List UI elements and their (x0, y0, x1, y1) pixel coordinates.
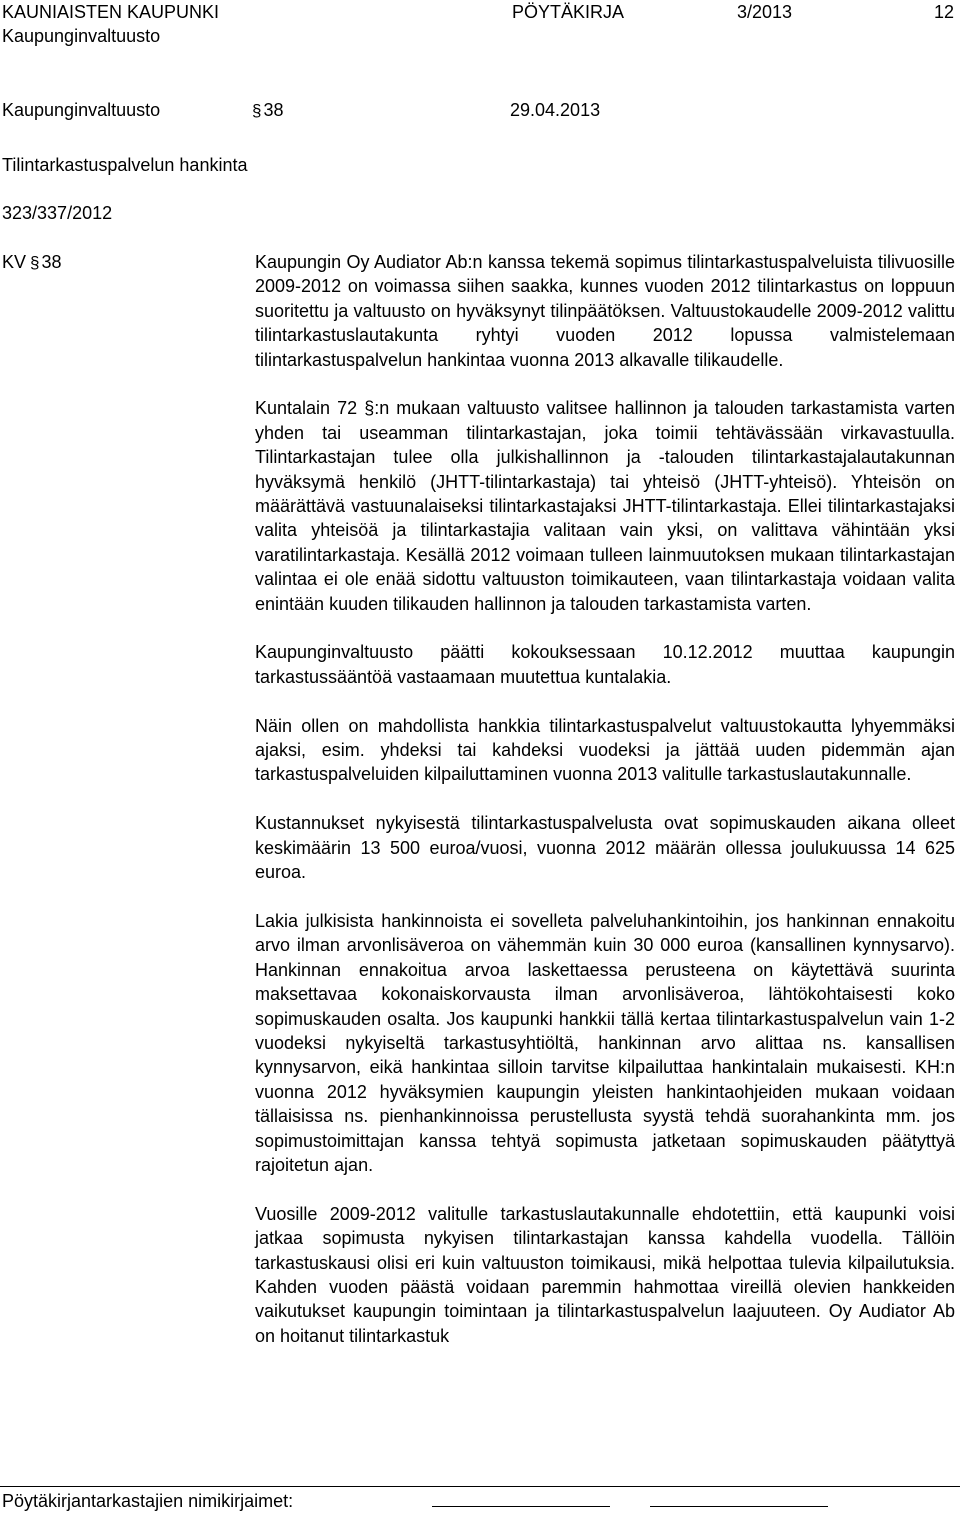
signature-line-2 (650, 1506, 828, 1507)
preparer-section-symbol: § (30, 253, 40, 272)
reference-number: 323/337/2012 (2, 203, 113, 223)
meeting-date: 29.04.2013 (510, 100, 601, 120)
preparer-label (2, 250, 62, 275)
body-name: Kaupunginvaltuusto (2, 26, 161, 46)
paragraph-1: Kaupungin Oy Audiator Ab:n kanssa tekemä sopimus tilintarkastuspalveluista tilivuosille 2009-2012 on voimassa siihen saakka, kunnes vuoden 2012 tilintarkastus on loppuun suoritettu ja valtuusto on hyväksynyt tilinpäätöksen. Valtuustokaudelle 2009-2012 valittu tilintarkastuslautakunta ryhtyi vuoden 2012 lopussa valmistelemaan tilintarkastuspalvelun hankintaa vuonna 2013 alkavalle tilikaudelle. (255, 252, 955, 370)
paragraph-3: Kaupunginvaltuusto päätti kokouksessaan 10.12.2012 muuttaa kaupungin tarkastussääntöä vastaamaan muutettua kuntalakia. (255, 642, 955, 687)
paragraph-5: Kustannukset nykyisestä tilintarkastuspalvelusta ovat sopimuskauden aikana olleet keskimäärin 13 500 euroa/vuosi, vuonna 2012 määrän ollessa joulukuussa 14 625 euroa. (255, 813, 955, 883)
organization-name: KAUNIAISTEN KAUPUNKI (2, 2, 220, 22)
paragraph-6: Lakia julkisista hankinnoista ei sovelleta palveluhankintoihin, jos hankinnan ennakoitu arvo ilman arvonlisäveroa on vähemmän kuin 30 000 euroa (kansallinen kynnysarvo). Hankinnan ennakoitua arvoa laskettaessa perusteena on käytettävä suurinta maksettavaa kokonaiskorvausta ilman arvonlisäveroa, lähtökohtaisesti koko sopimuskauden osalta. Jos kaupunki hankkii tällä kertaa tilintarkastuspalvelun vain 1-2 vuodeksi nykyiseltä tarkastusyhtiöltä, hankinnan arvo alittaa ns. kansallisen kynnysarvon, eikä hankintaa silloin tarvitse kilpailuttaa hankintalain mukaisesti. KH:n vuonna 2012 hyväksymien kaupungin yleisten hankintaohjeiden mukaan voidaan tällaisissa ns. pienhankinnoissa perustellusta syystä tehdä suorahankinta mm. jos sopimustoimittajan kanssa tehtyä sopimusta jatketaan sopimuskauden päätyttyä rajoitetun ajan. (255, 910, 955, 1175)
meeting-line (2, 98, 601, 122)
preparer-section: 38 (41, 252, 62, 272)
meeting-section: 38 (263, 100, 284, 120)
document-type: PÖYTÄKIRJA (512, 2, 625, 22)
document-number: 3/2013 (737, 2, 793, 22)
page-header (2, 0, 955, 24)
footer-divider (0, 1486, 960, 1487)
paragraph-4: Näin ollen on mahdollista hankkia tilintarkastuspalvelut valtuustokautta lyhyemmäksi ajaksi, esim. yhdeksi tai kahdeksi vuodeksi ja jättää uuden pidemmän ajan tarkastuspalveluiden kilpailuttaminen vuonna 2013 valitulle tarkastuslautakunnalle. (255, 715, 955, 785)
preparer: KV (2, 252, 27, 272)
paragraph-7: Vuosille 2009-2012 valitulle tarkastuslautakunnalle ehdotettiin, että kaupunki voisi jatkaa sopimusta nykyisen tilintarkastajan kanssa kahdella vuodella. Tällöin tarkastuskausi olisi eri kuin valtuuston toimikausi, mikä helpottaa tulevia kilpailutuksia. Kahden vuoden päästä voidaan paremmin hahmottaa vireillä olevien hankkeiden vaikutukset kaupungin toimintaan ja tilintarkastuspalvelun laajuuteen. Oy Audiator Ab on hoitanut tilintarkastuk (255, 1203, 955, 1346)
signatures-label: Pöytäkirjantarkastajien nimikirjaimet: (2, 1491, 294, 1511)
signature-line-1 (432, 1506, 610, 1507)
meeting-body: Kaupunginvaltuusto (2, 100, 161, 120)
item-title: Tilintarkastuspalvelun hankinta (2, 155, 248, 175)
section-symbol: § (252, 101, 262, 120)
meeting-section-mark (248, 98, 284, 123)
paragraph-2: Kuntalain 72 §:n mukaan valtuusto valitsee hallinnon ja talouden tarkastamista varten yhden tai useamman tilintarkastajan, joka toimii tehtävässään virkavastuulla. Tilintarkastajan tulee olla julkishallinnon ja -talouden tilintarkastajalautakunnan hyväksymä henkilö (JHTT-tilintarkastaja) tai yhteisö (JHTT-yhteisö). Yhteisön on määrättävä vastuunalaiseksi tilintarkastajaksi JHTT-tilintarkastaja. Ellei tilintarkastajaksi valita yhteisöä ja tilintarkastajia valitaan vain yksi, on valittava vähintään yksi varatilintarkastaja. Kesällä 2012 voimaan tulleen lainmuutoksen mukaan tilintarkastajan valintaa ei ole enää sidottu valtuuston toimikauteen, vaan tilintarkastaja voidaan valita enintään kuuden tilikauden hallinnon ja talouden tarkastamista varten. (255, 398, 955, 614)
minutes-body (255, 250, 955, 1348)
page-number: 12 (934, 2, 955, 22)
